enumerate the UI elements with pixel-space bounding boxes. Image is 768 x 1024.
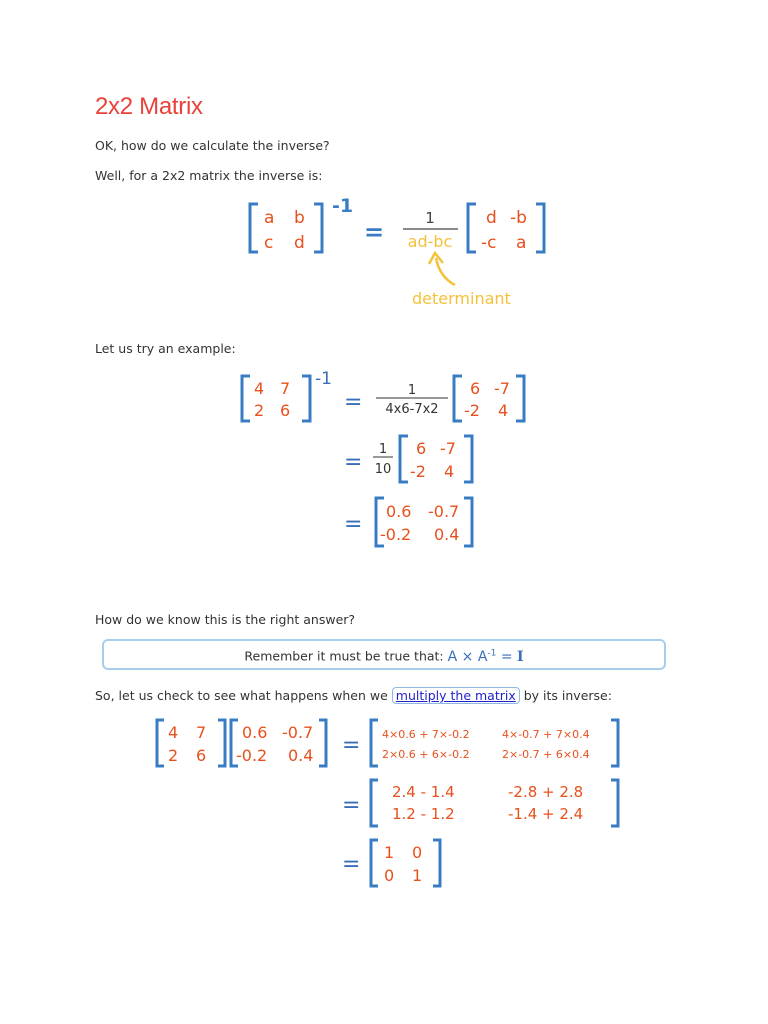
worked-example bbox=[232, 366, 532, 556]
inverse-formula bbox=[240, 192, 560, 312]
formula-a: a bbox=[264, 208, 275, 228]
check-intro bbox=[95, 688, 612, 703]
formula-denominator: ad-bc bbox=[407, 232, 453, 251]
check-sum-11: 2.4 - 1.4 bbox=[392, 783, 455, 801]
formula-c: c bbox=[264, 233, 274, 253]
check-b: 7 bbox=[196, 723, 207, 742]
identity-equals: = bbox=[500, 648, 513, 665]
example-m1-21: -2 bbox=[464, 401, 480, 420]
formula-d: d bbox=[294, 233, 305, 253]
verification-question: How do we know this is the right answer? bbox=[95, 612, 356, 627]
example-r21: -0.2 bbox=[380, 525, 412, 544]
identity-matrix: I bbox=[517, 648, 524, 665]
example-equals-2: = bbox=[344, 450, 363, 475]
check-product-11: 4×0.6 + 7×-0.2 bbox=[382, 728, 470, 741]
identity-11: 1 bbox=[384, 843, 395, 862]
check-product-22: 2×-0.7 + 6×0.4 bbox=[502, 748, 590, 761]
example-equals-1: = bbox=[344, 390, 363, 415]
intro-statement: Well, for a 2x2 matrix the inverse is: bbox=[95, 168, 323, 183]
intro-question: OK, how do we calculate the inverse? bbox=[95, 138, 330, 153]
determinant-arrow bbox=[436, 258, 455, 285]
check-d: 6 bbox=[196, 746, 207, 765]
example-r11: 0.6 bbox=[386, 502, 412, 521]
formula-equals: = bbox=[364, 218, 385, 246]
identity-times: × bbox=[461, 648, 474, 665]
example-b: 7 bbox=[280, 379, 291, 398]
formula-b: b bbox=[294, 208, 305, 228]
check-intro-before: So, let us check to see what happens when we bbox=[95, 688, 388, 703]
check-equals-1: = bbox=[342, 733, 361, 758]
remember-box bbox=[102, 639, 666, 670]
check-inv-21: -0.2 bbox=[236, 746, 268, 765]
example-equals-3: = bbox=[344, 512, 363, 537]
example-exponent: -1 bbox=[315, 369, 332, 389]
remember-text: Remember it must be true that: bbox=[244, 648, 444, 664]
formula-m11: d bbox=[486, 208, 497, 228]
check-product-12: 4×-0.7 + 7×0.4 bbox=[502, 728, 590, 741]
example-m2-12: -7 bbox=[440, 439, 456, 458]
example-m1-22: 4 bbox=[498, 401, 509, 420]
check-sum-12: -2.8 + 2.8 bbox=[508, 783, 584, 801]
example-m1-12: -7 bbox=[494, 379, 510, 398]
example-m2-21: -2 bbox=[410, 462, 426, 481]
formula-m22: a bbox=[516, 233, 527, 253]
check-a: 4 bbox=[168, 723, 179, 742]
identity-12: 0 bbox=[412, 843, 423, 862]
check-intro-after: by its inverse: bbox=[523, 688, 612, 703]
example-intro: Let us try an example: bbox=[95, 341, 236, 356]
determinant-label: determinant bbox=[412, 289, 511, 308]
identity-equation bbox=[448, 649, 524, 665]
example-denominator-1: 4x6-7x2 bbox=[385, 402, 439, 417]
formula-right-brackets bbox=[468, 204, 544, 252]
example-numerator-2: 1 bbox=[378, 442, 388, 457]
example-m2-22: 4 bbox=[444, 462, 455, 481]
example-m2-11: 6 bbox=[416, 439, 427, 458]
check-equals-2: = bbox=[342, 793, 361, 818]
example-d: 6 bbox=[280, 401, 291, 420]
check-equals-3: = bbox=[342, 852, 361, 877]
identity-a-inverse: A bbox=[477, 648, 488, 665]
check-inv-22: 0.4 bbox=[288, 746, 314, 765]
example-denominator-2: 10 bbox=[374, 462, 392, 477]
example-r12: -0.7 bbox=[428, 502, 460, 521]
formula-left-brackets bbox=[250, 204, 322, 252]
formula-numerator: 1 bbox=[425, 209, 435, 227]
check-c: 2 bbox=[168, 746, 179, 765]
formula-m21: -c bbox=[481, 233, 497, 253]
identity-21: 0 bbox=[384, 866, 395, 885]
example-m1-11: 6 bbox=[470, 379, 481, 398]
page-title: 2x2 Matrix bbox=[95, 93, 203, 120]
example-r22: 0.4 bbox=[434, 525, 460, 544]
check-sum-21: 1.2 - 1.2 bbox=[392, 805, 455, 823]
identity-22: 1 bbox=[412, 866, 423, 885]
check-inv-12: -0.7 bbox=[282, 723, 314, 742]
multiply-matrix-link[interactable]: multiply the matrix bbox=[392, 687, 520, 704]
check-inv-11: 0.6 bbox=[242, 723, 268, 742]
identity-a: A bbox=[447, 648, 458, 665]
check-product-21: 2×0.6 + 6×-0.2 bbox=[382, 748, 470, 761]
example-c: 2 bbox=[254, 401, 265, 420]
identity-exponent: -1 bbox=[487, 648, 497, 658]
check-multiplication bbox=[150, 712, 625, 897]
formula-m12: -b bbox=[510, 208, 527, 228]
example-numerator-1: 1 bbox=[407, 383, 417, 398]
check-sum-22: -1.4 + 2.4 bbox=[508, 805, 584, 823]
formula-exponent: -1 bbox=[332, 195, 354, 217]
example-a: 4 bbox=[254, 379, 265, 398]
